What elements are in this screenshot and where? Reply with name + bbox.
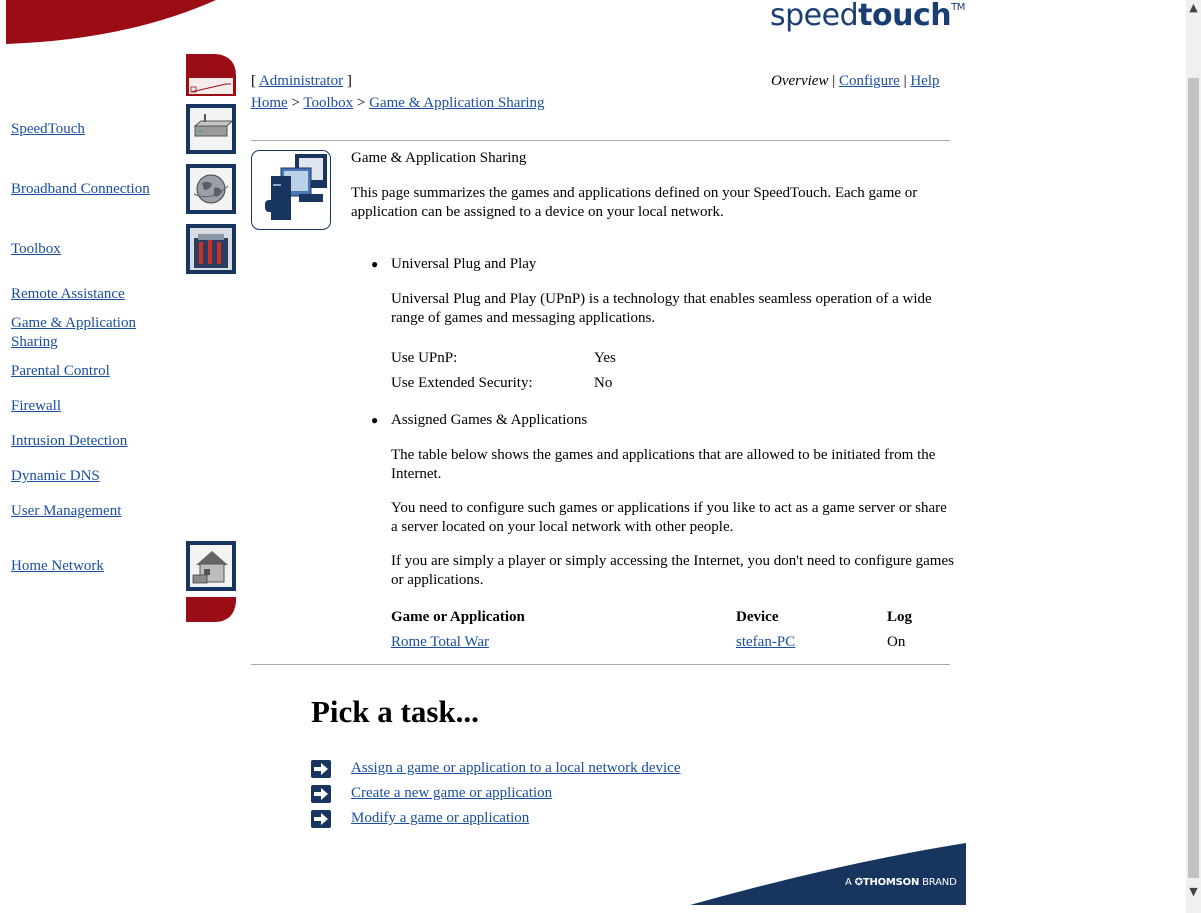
assigned-heading: Assigned Games & Applications: [391, 412, 588, 428]
router-icon[interactable]: [186, 104, 236, 154]
footer-swoosh: [690, 843, 966, 905]
use-upnp-value: Yes: [594, 350, 616, 366]
breadcrumb-home[interactable]: Home: [251, 95, 288, 111]
bullet-icon: ●: [371, 413, 379, 427]
view-switcher: [771, 73, 940, 90]
sidebar-item-firewall[interactable]: Firewall: [11, 398, 61, 414]
column-header-game: Game or Application: [391, 609, 525, 625]
nav-bottom-tab-icon: [186, 597, 236, 622]
assigned-paragraph-3: If you are simply a player or simply accessing the Internet, you don't need to configure games or applications.: [391, 553, 954, 588]
sidebar-item-intrusion-detection[interactable]: Intrusion Detection: [11, 433, 128, 449]
breadcrumb: [251, 95, 545, 112]
sidebar-item-home-network[interactable]: Home Network: [11, 558, 104, 574]
game-sharing-icon: [251, 150, 331, 230]
column-header-log: Log: [887, 609, 913, 625]
bracket-open: [: [251, 73, 256, 89]
toolbox-icon[interactable]: [186, 224, 236, 274]
log-value: On: [887, 634, 906, 650]
header-swoosh: [6, 0, 216, 44]
user-indicator: [251, 73, 352, 90]
pipe-separator: |: [832, 73, 836, 89]
upnp-heading: Universal Plug and Play: [391, 256, 537, 272]
task-assign-game[interactable]: Assign a game or application to a local network device: [351, 760, 681, 776]
scrollbar-thumb[interactable]: [1188, 78, 1199, 878]
game-link[interactable]: Rome Total War: [391, 634, 490, 650]
assigned-paragraph-2: You need to configure such games or applications if you like to act as a game server or share a server located on your local network with other people.: [391, 500, 947, 535]
sidebar-item-dynamic-dns[interactable]: Dynamic DNS: [11, 468, 100, 484]
arrow-right-icon: [311, 810, 331, 828]
administrator-link[interactable]: Administrator: [258, 73, 344, 89]
divider-top: [251, 140, 950, 141]
overview-label: Overview: [771, 73, 829, 89]
thomson-brand-logo: A ✪THOMSON BRAND: [845, 877, 957, 888]
extended-security-label: Use Extended Security:: [391, 375, 533, 391]
task-modify-game[interactable]: Modify a game or application: [351, 810, 530, 826]
nav-top-tab-icon: [186, 54, 236, 96]
sidebar-item-user-management[interactable]: User Management: [11, 503, 122, 519]
globe-icon[interactable]: [186, 164, 236, 214]
arrow-right-icon: [311, 760, 331, 778]
divider-bottom: [251, 664, 950, 665]
scroll-up-icon[interactable]: ▲: [1189, 1, 1198, 14]
thomson-logo-icon: ✪: [854, 877, 863, 888]
sidebar-item-parental-control[interactable]: Parental Control: [11, 363, 110, 379]
bullet-icon: ●: [371, 257, 379, 271]
device-link[interactable]: stefan-PC: [736, 634, 796, 650]
upnp-description: Universal Plug and Play (UPnP) is a technology that enables seamless operation of a wide range of games and messaging applications.: [391, 291, 932, 326]
bracket-close: ]: [346, 73, 352, 89]
sidebar-item-remote-assistance[interactable]: Remote Assistance: [11, 286, 125, 302]
sidebar-item-speedtouch[interactable]: SpeedTouch: [11, 121, 85, 137]
extended-security-value: No: [594, 375, 613, 391]
column-header-device: Device: [736, 609, 779, 625]
scroll-down-icon[interactable]: ▼: [1189, 885, 1198, 898]
breadcrumb-separator: >: [291, 95, 300, 111]
page-title: Game & Application Sharing: [351, 150, 527, 166]
assigned-paragraph-1: The table below shows the games and applications that are allowed to be initiated from the Internet.: [391, 447, 936, 482]
task-heading: Pick a task...: [311, 694, 479, 729]
use-upnp-label: Use UPnP:: [391, 350, 458, 366]
breadcrumb-toolbox[interactable]: Toolbox: [303, 95, 354, 111]
sidebar-item-toolbox[interactable]: Toolbox: [11, 241, 61, 257]
breadcrumb-game-application-sharing[interactable]: Game & Application Sharing: [369, 95, 545, 111]
arrow-right-icon: [311, 785, 331, 803]
sidebar-item-broadband-connection[interactable]: Broadband Connection: [11, 181, 150, 197]
pipe-separator: |: [903, 73, 907, 89]
home-network-icon[interactable]: [186, 541, 236, 591]
breadcrumb-separator: >: [356, 95, 366, 111]
configure-link[interactable]: Configure: [839, 73, 900, 89]
speedtouch-logo: speedtouch™: [770, 0, 965, 33]
task-create-game[interactable]: Create a new game or application: [351, 785, 553, 801]
page-intro: This page summarizes the games and applications defined on your SpeedTouch. Each game or application can be assigned to a device on your local network.: [351, 185, 918, 220]
sidebar-item-game-application-sharing[interactable]: Game & Application Sharing: [11, 315, 136, 350]
help-link[interactable]: Help: [910, 73, 940, 89]
